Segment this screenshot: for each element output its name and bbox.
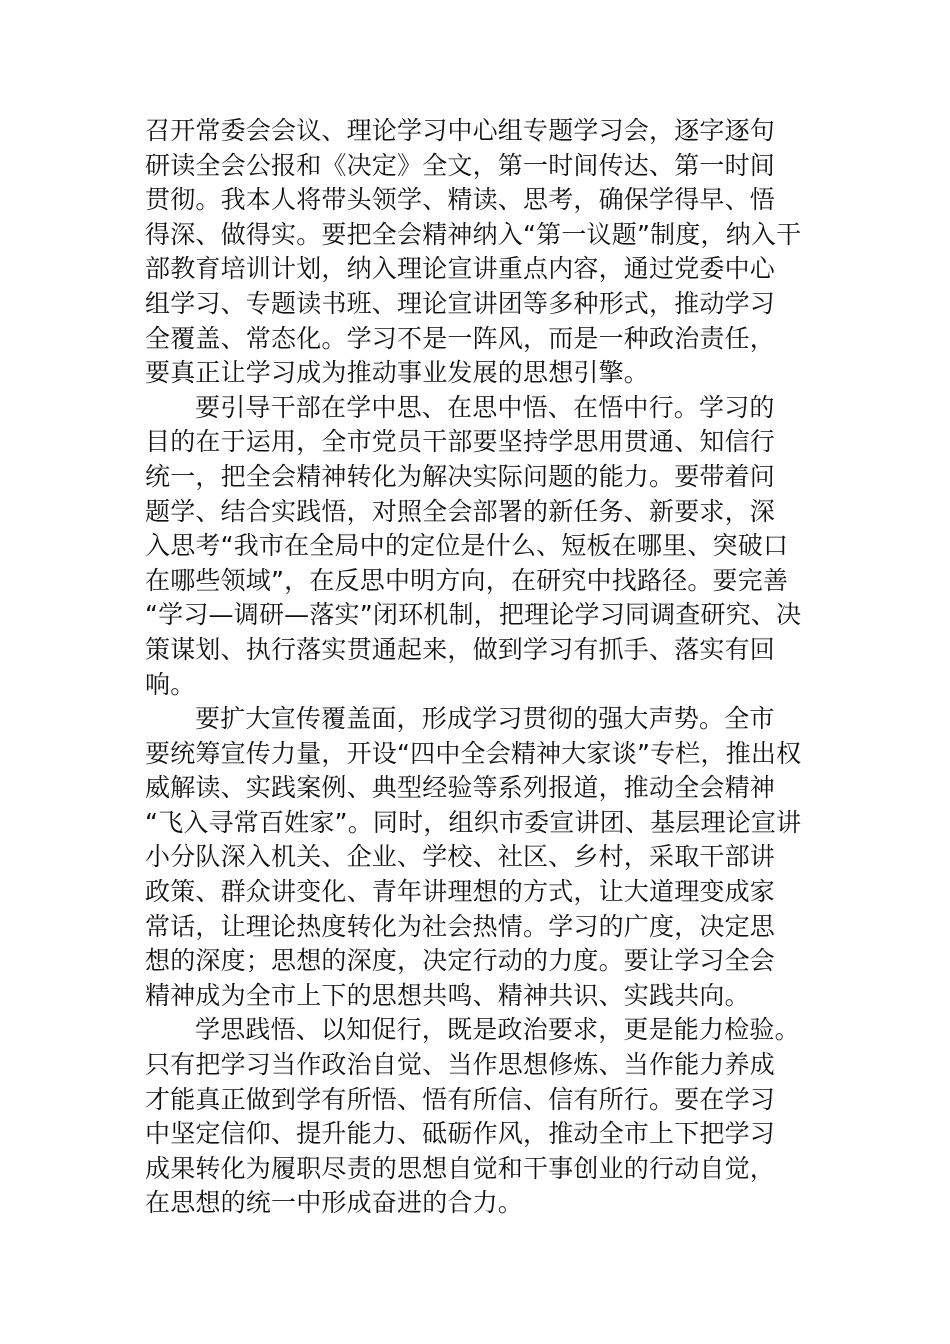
text-line: “学习—调研—落实”闭环机制，把理论学习同调查研究、决 (145, 600, 802, 630)
text-line: 要统筹宣传力量，开设“四中全会精神大家谈”专栏，推出权 (145, 738, 802, 768)
text-line: 得深、做得实。要把全会精神纳入“第一议题”制度，纳入干 (145, 219, 802, 249)
text-line: 题学、结合实践悟，对照全会部署的新任务、新要求，深 (145, 496, 776, 526)
text-line: 精神成为全市上下的思想共鸣、精神共识、实践共向。 (145, 980, 750, 1010)
text-line: 贯彻。我本人将带头领学、精读、思考，确保学得早、悟 (145, 185, 776, 215)
text-line: 目的在于运用，全市党员干部要坚持学思用贯通、知信行 (145, 427, 776, 457)
text-line: 要真正让学习成为推动事业发展的思想引擎。 (145, 358, 650, 388)
text-line: 常话，让理论热度转化为社会热情。学习的广度，决定思 (145, 911, 776, 941)
paragraph-first-line: 学思践悟、以知促行，既是政治要求，更是能力检验。 (195, 1015, 800, 1045)
text-line: 才能真正做到学有所悟、悟有所信、信有所行。要在学习 (145, 1084, 776, 1114)
text-line: 中坚定信仰、提升能力、砥砺作风，推动全市上下把学习 (145, 1119, 776, 1149)
text-line: 想的深度；思想的深度，决定行动的力度。要让学习全会 (145, 946, 776, 976)
text-line: 统一，把全会精神转化为解决实际问题的能力。要带着问 (145, 461, 776, 491)
document-body (145, 114, 813, 1221)
text-line: 成果转化为履职尽责的思想自觉和干事创业的行动自觉， (145, 1153, 776, 1183)
text-line: 只有把学习当作政治自觉、当作思想修炼、当作能力养成 (145, 1050, 776, 1080)
text-line: 全覆盖、常态化。学习不是一阵风，而是一种政治责任， (145, 323, 776, 353)
text-line: 部教育培训计划，纳入理论宣讲重点内容，通过党委中心 (145, 254, 776, 284)
text-line: 响。 (145, 669, 196, 699)
text-line: 研读全会公报和《决定》全文，第一时间传达、第一时间 (145, 150, 776, 180)
text-line: 政策、群众讲变化、青年讲理想的方式，让大道理变成家 (145, 877, 776, 907)
paragraph-first-line: 要引导干部在学中思、在思中悟、在悟中行。学习的 (195, 392, 775, 422)
text-line: 策谋划、执行落实贯通起来，做到学习有抓手、落实有回 (145, 634, 776, 664)
text-line: 入思考“我市在全局中的定位是什么、短板在哪里、突破口 (145, 531, 789, 561)
paragraph-first-line: 要扩大宣传覆盖面，形成学习贯彻的强大声势。全市 (195, 704, 775, 734)
text-line: 威解读、实践案例、典型经验等系列报道，推动全会精神 (145, 773, 776, 803)
text-line: 召开常委会会议、理论学习中心组专题学习会，逐字逐句 (145, 116, 776, 145)
text-line: 小分队深入机关、企业、学校、社区、乡村，采取干部讲 (145, 842, 776, 872)
text-line: “飞入寻常百姓家”。同时，组织市委宣讲团、基层理论宣讲 (145, 807, 802, 837)
text-line: 在哪些领域”，在反思中明方向，在研究中找路径。要完善 (145, 565, 789, 595)
text-line: 组学习、专题读书班、理论宣讲团等多种形式，推动学习 (145, 288, 776, 318)
text-line: 在思想的统一中形成奋进的合力。 (145, 1188, 524, 1218)
